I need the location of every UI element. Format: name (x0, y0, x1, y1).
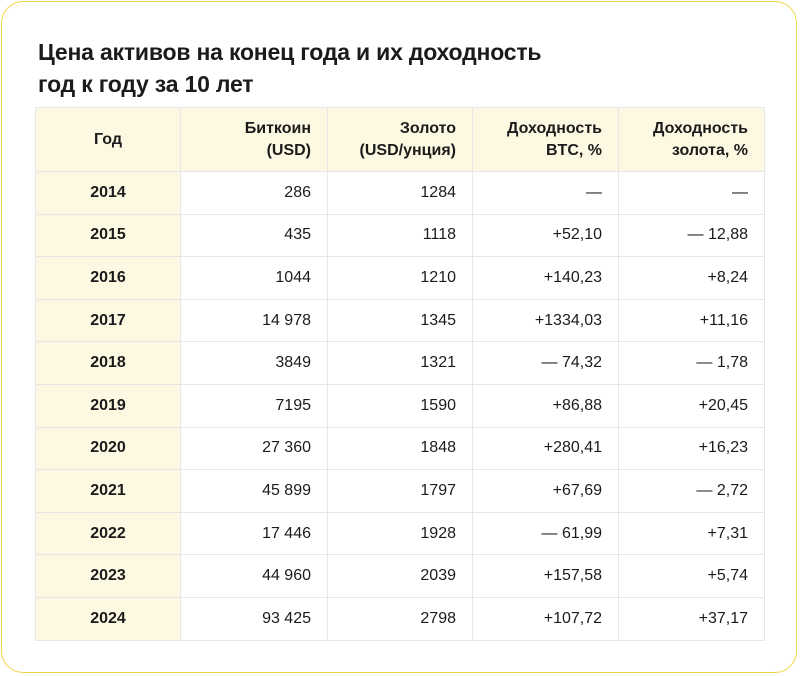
header-gold-yield (619, 108, 765, 172)
cell-gold-price: 2039 (328, 555, 473, 598)
cell-gold-price: 1284 (328, 172, 473, 215)
cell-btc-yield: — (473, 172, 619, 215)
cell-btc-price: 3849 (181, 342, 328, 385)
header-row (36, 108, 765, 172)
cell-gold-yield: — (619, 172, 765, 215)
cell-gold-yield: — 12,88 (619, 214, 765, 257)
header-gold-yield-line-1: Доходность (653, 119, 748, 137)
cell-btc-yield: +1334,03 (473, 299, 619, 342)
table-header (36, 108, 765, 172)
cell-gold-yield: — 2,72 (619, 470, 765, 513)
cell-btc-price: 7195 (181, 384, 328, 427)
header-btc (181, 108, 328, 172)
table-row (36, 342, 765, 385)
cell-year: 2020 (36, 427, 181, 470)
table-body (36, 172, 765, 641)
cell-year: 2014 (36, 172, 181, 215)
cell-gold-yield: +8,24 (619, 257, 765, 300)
header-btc-yield-line-1: Доходность (507, 119, 602, 137)
header-gold-line-2: (USD/унция) (359, 141, 456, 159)
cell-gold-price: 1928 (328, 512, 473, 555)
header-gold-yield-line-2: золота, % (671, 141, 748, 159)
cell-gold-price: 1321 (328, 342, 473, 385)
cell-year: 2018 (36, 342, 181, 385)
header-btc-yield-line-2: BTC, % (546, 141, 602, 159)
cell-btc-yield: +107,72 (473, 597, 619, 640)
table-row (36, 172, 765, 215)
cell-btc-yield: +140,23 (473, 257, 619, 300)
cell-gold-yield: +37,17 (619, 597, 765, 640)
cell-btc-price: 27 360 (181, 427, 328, 470)
cell-gold-yield: +7,31 (619, 512, 765, 555)
cell-year: 2023 (36, 555, 181, 598)
cell-year: 2024 (36, 597, 181, 640)
cell-btc-yield: — 61,99 (473, 512, 619, 555)
cell-btc-yield: +67,69 (473, 470, 619, 513)
table-row (36, 299, 765, 342)
header-year-label: Год (94, 130, 122, 148)
cell-btc-yield: +52,10 (473, 214, 619, 257)
table-row (36, 257, 765, 300)
cell-gold-price: 1797 (328, 470, 473, 513)
cell-btc-price: 286 (181, 172, 328, 215)
cell-btc-price: 93 425 (181, 597, 328, 640)
title-line-1: Цена активов на конец года и их доходность (38, 39, 542, 65)
table-row (36, 555, 765, 598)
header-gold (328, 108, 473, 172)
cell-gold-price: 1590 (328, 384, 473, 427)
cell-year: 2016 (36, 257, 181, 300)
cell-gold-price: 1345 (328, 299, 473, 342)
cell-btc-price: 14 978 (181, 299, 328, 342)
table-row (36, 427, 765, 470)
cell-btc-price: 44 960 (181, 555, 328, 598)
cell-btc-price: 45 899 (181, 470, 328, 513)
table-row (36, 214, 765, 257)
assets-table (35, 107, 765, 641)
cell-year: 2015 (36, 214, 181, 257)
cell-btc-price: 17 446 (181, 512, 328, 555)
table-row (36, 512, 765, 555)
cell-btc-price: 1044 (181, 257, 328, 300)
cell-gold-price: 1118 (328, 214, 473, 257)
cell-btc-yield: +280,41 (473, 427, 619, 470)
cell-gold-yield: +5,74 (619, 555, 765, 598)
cell-gold-price: 1848 (328, 427, 473, 470)
table-row (36, 470, 765, 513)
header-btc-yield (473, 108, 619, 172)
cell-gold-yield: — 1,78 (619, 342, 765, 385)
cell-gold-price: 1210 (328, 257, 473, 300)
cell-btc-yield: +157,58 (473, 555, 619, 598)
cell-year: 2021 (36, 470, 181, 513)
cell-gold-yield: +11,16 (619, 299, 765, 342)
title-line-2: год к году за 10 лет (38, 71, 254, 97)
header-gold-line-1: Золото (399, 119, 456, 137)
cell-gold-yield: +20,45 (619, 384, 765, 427)
cell-btc-price: 435 (181, 214, 328, 257)
header-btc-line-1: Биткоин (244, 119, 311, 137)
cell-btc-yield: +86,88 (473, 384, 619, 427)
cell-gold-price: 2798 (328, 597, 473, 640)
header-btc-line-2: (USD) (266, 141, 311, 159)
page-title (38, 36, 541, 100)
cell-btc-yield: — 74,32 (473, 342, 619, 385)
cell-year: 2017 (36, 299, 181, 342)
cell-year: 2019 (36, 384, 181, 427)
cell-gold-yield: +16,23 (619, 427, 765, 470)
table-row (36, 597, 765, 640)
cell-year: 2022 (36, 512, 181, 555)
table-row (36, 384, 765, 427)
header-year (36, 108, 181, 172)
